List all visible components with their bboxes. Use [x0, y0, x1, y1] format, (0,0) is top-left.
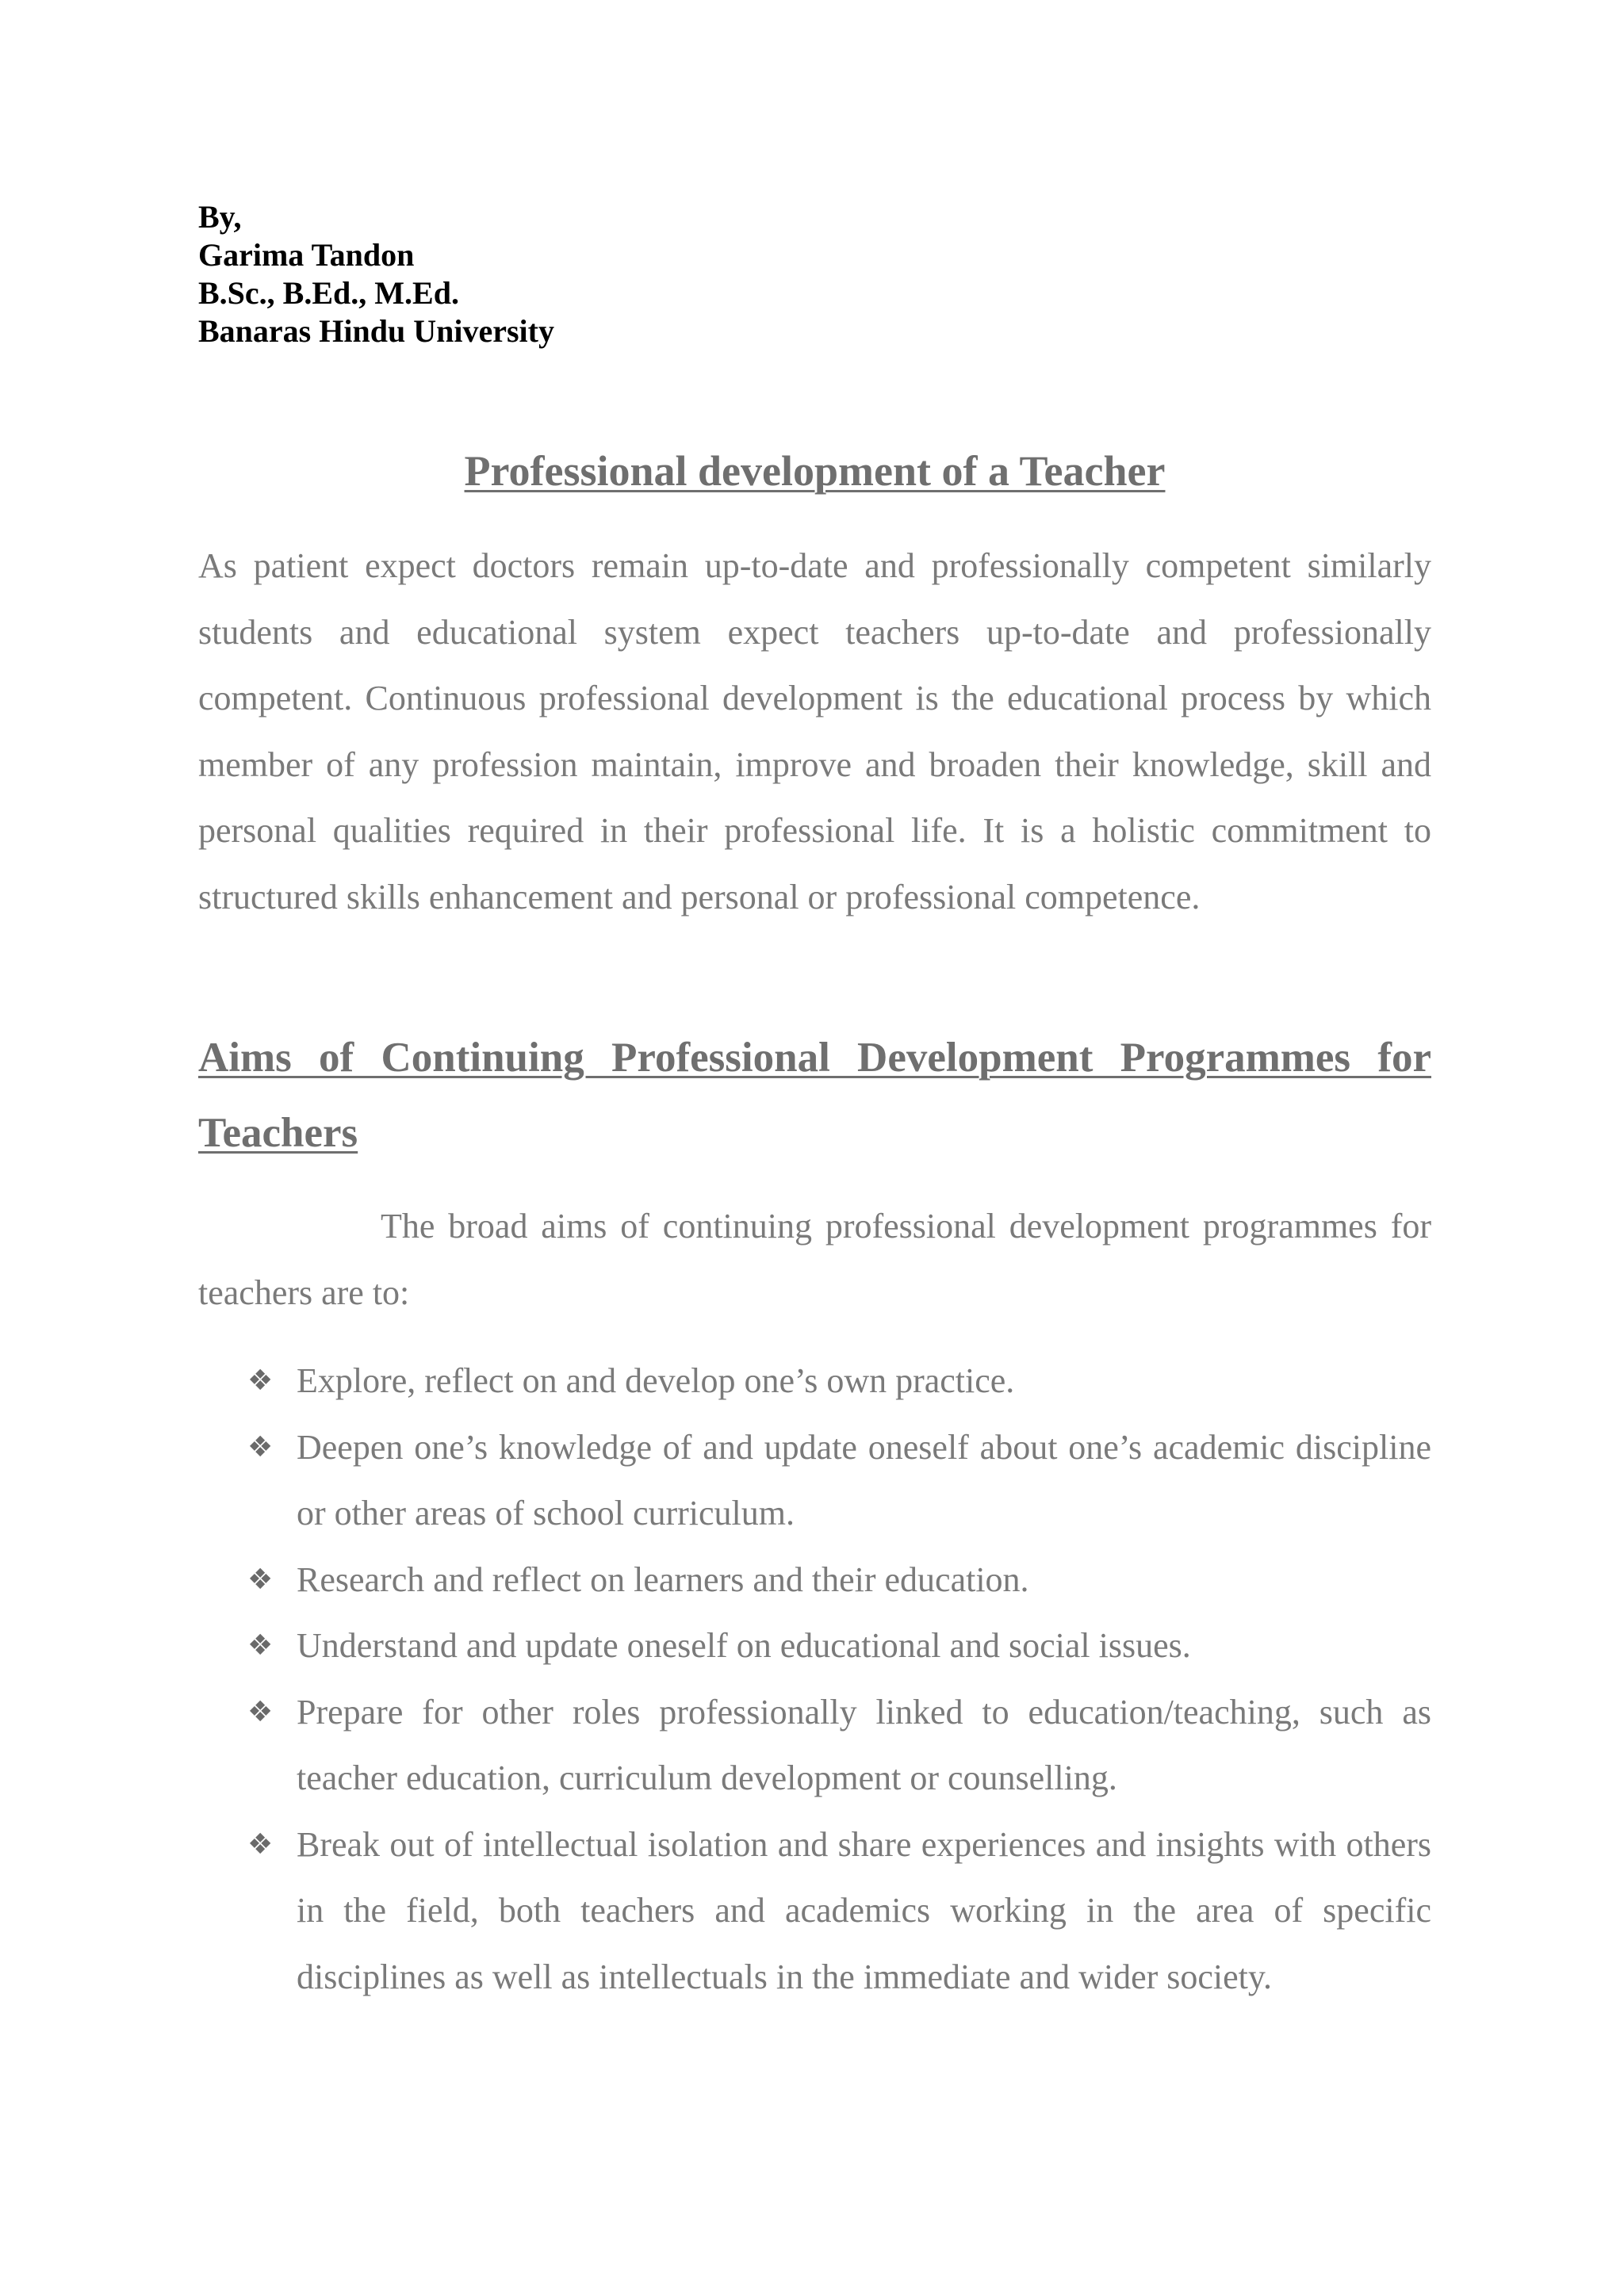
author-by-line: By,: [198, 199, 242, 235]
section-heading-text: Aims of Continuing Professional Development Programmes for Teachers: [198, 1035, 1431, 1156]
diamond-bullet-icon: ❖: [247, 1563, 274, 1596]
diamond-bullet-icon: ❖: [247, 1364, 274, 1397]
list-item: [198, 1348, 1431, 1414]
author-degrees: B.Sc., B.Ed., M.Ed.: [198, 275, 459, 311]
list-item: [198, 1414, 1431, 1547]
list-item-text: Explore, reflect on and develop one’s own practice.: [297, 1361, 1015, 1400]
aims-list: [198, 1348, 1431, 2010]
diamond-bullet-icon: ❖: [247, 1629, 274, 1662]
section-heading: [198, 1020, 1431, 1171]
author-block: [198, 198, 554, 350]
aims-intro: The broad aims of continuing professional development programmes for teachers are to:: [198, 1207, 1431, 1312]
intro-paragraph: As patient expect doctors remain up-to-date and professionally competent similarly students and educational system expect teachers up-to-date and professionally competent. Continuous professional development is the educational process by which member of any profession maintain, improve and broaden their knowledge, skill and personal qualities required in their professional life. It is a holistic commitment to structured skills enhancement and personal or professional competence.: [198, 546, 1431, 916]
diamond-bullet-icon: ❖: [247, 1430, 274, 1464]
document-title: Professional development of a Teacher: [464, 447, 1166, 495]
author-university: Banaras Hindu University: [198, 313, 554, 349]
list-item-text: Research and reflect on learners and their education.: [297, 1559, 1029, 1599]
list-item: [198, 1679, 1431, 1812]
list-item-text: Prepare for other roles professionally linked to education/teaching, such as teacher education, curriculum development or counselling.: [297, 1692, 1431, 1797]
list-item-text: Understand and update oneself on educational and social issues.: [297, 1626, 1191, 1665]
diamond-bullet-icon: ❖: [247, 1695, 274, 1728]
diamond-bullet-icon: ❖: [247, 1827, 274, 1861]
list-item-text: Deepen one’s knowledge of and update oneself about one’s academic discipline or other areas of school curriculum.: [297, 1427, 1431, 1533]
list-item: [198, 1547, 1431, 1613]
author-name: Garima Tandon: [198, 237, 415, 273]
list-item: [198, 1812, 1431, 2011]
list-item-text: Break out of intellectual isolation and share experiences and insights with others in the field, both teachers and academics working in the area of specific disciplines as well as intellectuals in the immediate and wider society.: [297, 1824, 1431, 1996]
list-item: [198, 1613, 1431, 1679]
